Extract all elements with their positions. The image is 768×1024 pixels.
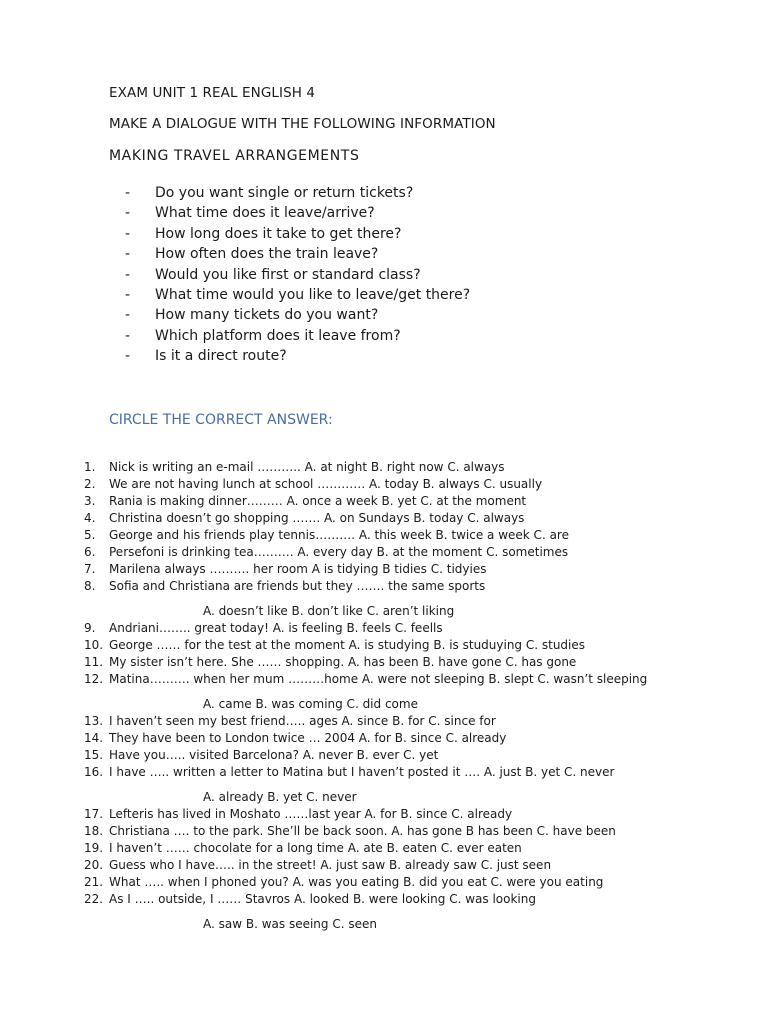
question-number: 18. xyxy=(84,824,104,838)
question-number: 1. xyxy=(84,460,96,474)
dialogue-prompt-item xyxy=(125,203,470,223)
question-number: 20. xyxy=(84,858,104,872)
question-number: 2. xyxy=(84,477,96,491)
dialogue-prompt-item xyxy=(125,244,470,264)
dialogue-prompt-item xyxy=(125,305,470,325)
dialogue-prompt-text: How long does it take to get there? xyxy=(155,225,402,242)
question-text: Matina………. when her mum ………home A. were not sleeping B. slept C. wasn’t sleeping xyxy=(109,672,648,686)
dialogue-prompt-text: How often does the train leave? xyxy=(155,246,379,263)
bullet-dash: - xyxy=(125,246,131,263)
question-number: 12. xyxy=(84,672,104,686)
question-number: 5. xyxy=(84,528,96,542)
dialogue-prompt-item xyxy=(125,265,470,285)
dialogue-prompt-item xyxy=(125,183,470,203)
question-text: Persefoni is drinking tea………. A. every day B. at the moment C. sometimes xyxy=(109,545,569,559)
bullet-dash: - xyxy=(125,286,131,303)
question-text: Christina doesn’t go shopping ……. A. on Sundays B. today C. always xyxy=(109,511,525,525)
bullet-dash: - xyxy=(125,266,131,283)
question-number: 17. xyxy=(84,807,104,821)
question-number: 10. xyxy=(84,638,104,652)
question-text: I haven’t …… chocolate for a long time A. ate B. eaten C. ever eaten xyxy=(109,841,522,855)
dialogue-prompt-text: What time would you like to leave/get there? xyxy=(155,286,471,303)
question-text: I haven’t seen my best friend….. ages A. since B. for C. since for xyxy=(109,714,496,728)
question-text: As I ….. outside, I …… Stavros A. looked B. were looking C. was looking xyxy=(109,892,536,906)
dialogue-prompt-text: Which platform does it leave from? xyxy=(155,327,401,344)
question-number: 3. xyxy=(84,494,96,508)
topic-heading: MAKING TRAVEL ARRANGEMENTS xyxy=(109,148,360,164)
question-text: Rania is making dinner……… A. once a week B. yet C. at the moment xyxy=(109,494,527,508)
question-text: Andriani…….. great today! A. is feeling B. feels C. feells xyxy=(109,621,443,635)
dialogue-prompt-text: Would you like first or standard class? xyxy=(155,266,421,283)
bullet-dash: - xyxy=(125,225,131,242)
answer-options-line: A. saw B. was seeing C. seen xyxy=(203,917,377,931)
question-number: 6. xyxy=(84,545,96,559)
question-text: George …… for the test at the moment A. is studying B. is studuying C. studies xyxy=(109,638,586,652)
question-text: Christiana …. to the park. She’ll be back soon. A. has gone B has been C. have been xyxy=(109,824,616,838)
exam-title: EXAM UNIT 1 REAL ENGLISH 4 xyxy=(109,85,316,101)
question-number: 9. xyxy=(84,621,96,635)
question-number: 14. xyxy=(84,731,104,745)
bullet-dash: - xyxy=(125,307,131,324)
question-number: 4. xyxy=(84,511,96,525)
question-number: 7. xyxy=(84,562,96,576)
question-number: 13. xyxy=(84,714,104,728)
question-text: We are not having lunch at school ………… A. today B. always C. usually xyxy=(109,477,543,491)
question-text: Guess who I have….. in the street! A. just saw B. already saw C. just seen xyxy=(109,858,552,872)
dialogue-prompt-text: Is it a direct route? xyxy=(155,348,287,365)
dialogue-prompt-item xyxy=(125,224,470,244)
question-text: They have been to London twice … 2004 A. for B. since C. already xyxy=(109,731,507,745)
question-text: Sofia and Christiana are friends but they ……. the same sports xyxy=(109,579,486,593)
question-number: 11. xyxy=(84,655,104,669)
question-text: My sister isn’t here. She …… shopping. A. has been B. have gone C. has gone xyxy=(109,655,577,669)
question-number: 21. xyxy=(84,875,104,889)
question-text: Nick is writing an e-mail ……….. A. at night B. right now C. always xyxy=(109,460,505,474)
question-text: Lefteris has lived in Moshato ……last year A. for B. since C. already xyxy=(109,807,513,821)
answer-options-line: A. doesn’t like B. don’t like C. aren’t liking xyxy=(203,604,455,618)
question-text: Marilena always ………. her room A is tidying B tidies C. tidyies xyxy=(109,562,487,576)
dialogue-prompt-text: Do you want single or return tickets? xyxy=(155,185,414,201)
bullet-dash: - xyxy=(125,205,131,222)
question-text: I have ….. written a letter to Matina but I haven’t posted it …. A. just B. yet C. never xyxy=(109,765,615,779)
answer-options-line: A. came B. was coming C. did come xyxy=(203,697,418,711)
question-text: George and his friends play tennis………. A. this week B. twice a week C. are xyxy=(109,528,569,542)
question-number: 22. xyxy=(84,892,104,906)
bullet-dash: - xyxy=(125,348,131,365)
question-number: 19. xyxy=(84,841,104,855)
dialogue-prompt-text: How many tickets do you want? xyxy=(155,307,379,324)
question-text: What ….. when I phoned you? A. was you eating B. did you eat C. were you eating xyxy=(109,875,604,889)
dialogue-prompt-item xyxy=(125,326,470,346)
bullet-dash: - xyxy=(125,185,131,201)
dialogue-prompt-item xyxy=(125,285,470,305)
section-title: CIRCLE THE CORRECT ANSWER: xyxy=(109,412,333,428)
question-number: 15. xyxy=(84,748,104,762)
question-text: Have you….. visited Barcelona? A. never B. ever C. yet xyxy=(109,748,439,762)
dialogue-prompt-text: What time does it leave/arrive? xyxy=(155,205,375,222)
bullet-dash: - xyxy=(125,327,131,344)
dialogue-prompt-item xyxy=(125,346,470,366)
answer-options-line: A. already B. yet C. never xyxy=(203,790,357,804)
question-number: 8. xyxy=(84,579,96,593)
question-number: 16. xyxy=(84,765,104,779)
dialogue-prompt-list xyxy=(125,183,470,367)
dialogue-instruction: MAKE A DIALOGUE WITH THE FOLLOWING INFORMATION xyxy=(109,116,496,132)
